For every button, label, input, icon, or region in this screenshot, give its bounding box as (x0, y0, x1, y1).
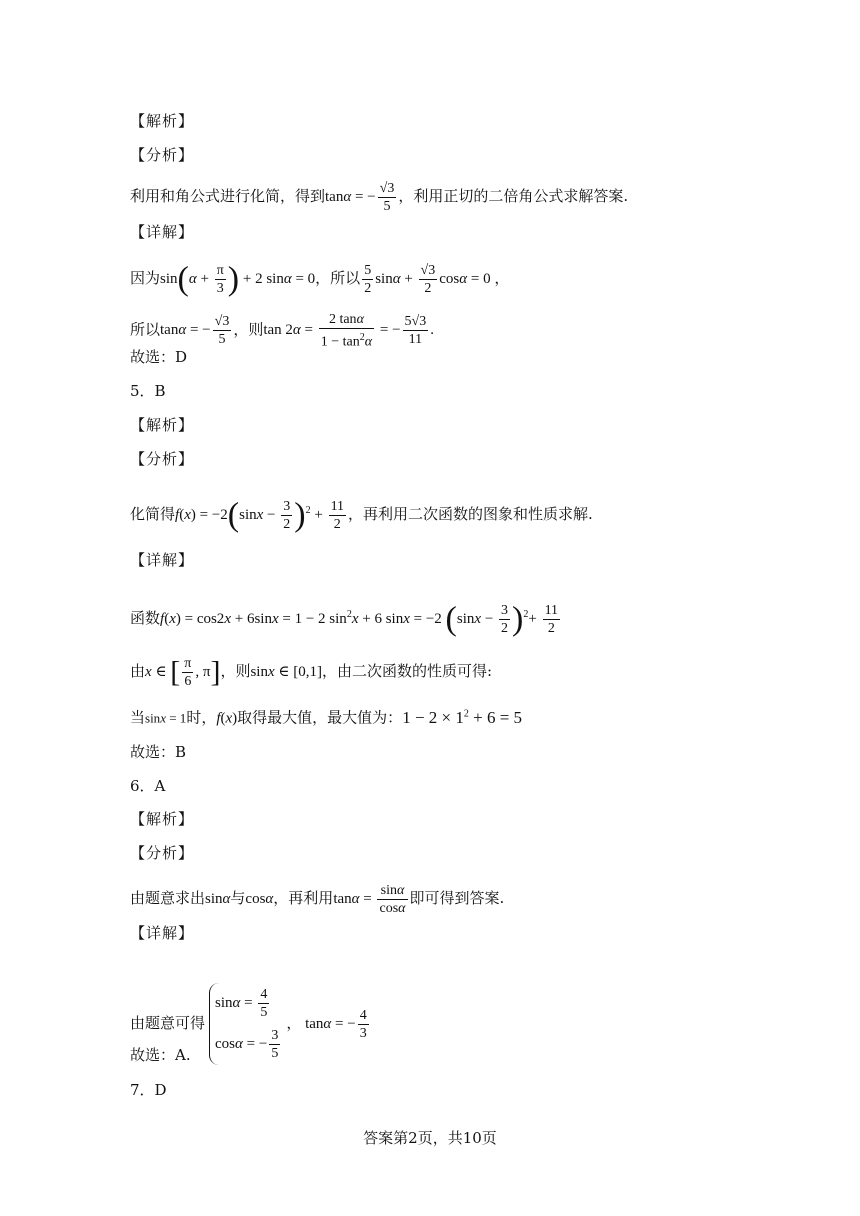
detail-label-q4: 【详解】 (130, 223, 195, 241)
q5-d3-mid2: 取得最大值，最大值为： (237, 708, 403, 727)
q5-d3-pre: 当 (130, 708, 146, 727)
q5-fenxi-formula: f(x) = −2(sinx − $\frac{3}{2}$ )$^2$ + $\frac{11}{2}$ (175, 496, 345, 534)
q6-number: 6．A (130, 777, 166, 795)
page-footer: 答案第2页，共10页 (363, 1129, 497, 1147)
q5-d1-pre: 函数 (130, 608, 161, 627)
q6-fenxi-sin: sinα (205, 890, 231, 907)
analysis-label-q5: 【解析】 (130, 416, 195, 434)
q5-d2-formula-a: x ∈ [ $\frac{\pi}{6}$ , π] (145, 655, 221, 689)
q4-detail-line1 (130, 262, 509, 297)
q4-d2-mid: ，则 (233, 320, 264, 339)
q5-fenxi-pre: 化简得 (130, 504, 176, 523)
q5-number: 5．B (130, 382, 166, 400)
analysis-label-q4: 【解析】 (130, 112, 195, 130)
q5-fenxi-text (130, 498, 593, 533)
fenxi-label-q5: 【分析】 (130, 450, 195, 468)
detail-label-q6: 【详解】 (130, 924, 195, 942)
q4-fenxi-formula: tanα = − $\frac{√3}{5}$ (325, 181, 395, 214)
detail-label-q5: 【详解】 (130, 551, 195, 569)
q5-d3-formula-b: f(x) (216, 710, 238, 727)
q4-d1-formula-b: $\frac{5}{2}$ sinα + $\frac{√3}{2}$ cosα = 0 ， (364, 263, 510, 296)
q4-answer: 故选：D (130, 348, 188, 366)
q4-fenxi-post: ，利用正切的二倍角公式求解答案. (398, 186, 629, 205)
q4-d2-formula-a: tanα = − $\frac{√3}{5}$ (160, 314, 230, 348)
q4-fenxi-text (130, 180, 628, 215)
q5-d2-post: ，由二次函数的性质可得: (322, 661, 493, 680)
q5-d2-pre: 由 (130, 661, 146, 680)
q5-d2-mid: ，则 (220, 661, 251, 680)
q7-number: 7．D (130, 1081, 167, 1099)
q6-fenxi-and: 与 (230, 888, 246, 907)
q6-fenxi-pre: 由题意求出 (130, 888, 206, 907)
q4-d1-pre: 因为 (130, 268, 161, 287)
q5-answer: 故选：B (130, 743, 187, 761)
q6-fenxi-post: 即可得到答案. (409, 888, 505, 907)
q4-d2-formula-b: tan 2α = $\frac{2 \tan\alpha}{1 - \tan^2\alpha}$ = − $\frac{5√3}{11}$ . (263, 312, 434, 350)
q4-d1-mid: ，所以 (315, 268, 361, 287)
q4-detail-line2 (130, 311, 434, 351)
q6-fenxi-mid: ，再利用 (273, 888, 334, 907)
q5-detail-line2 (130, 655, 492, 690)
q4-d2-pre: 所以 (130, 320, 161, 339)
q6-fenxi-formula: tanα = $\frac{\sin\alpha}{\cos\alpha}$ (333, 883, 406, 916)
q5-d2-formula-b: sinx ∈ [0,1] (250, 663, 322, 680)
q6-fenxi-cos: cosα (245, 890, 274, 907)
q6-equation-system: sinα = $\frac{4}{5}$ cosα = − $\frac{3}{5}$ (209, 983, 282, 1065)
q6-fenxi-text (130, 882, 504, 917)
q6-answer: 故选：A. (130, 1046, 191, 1064)
q5-d3-mid: 时， (186, 708, 217, 727)
q4-d1-formula-a: sin(α + $\frac{\pi}{3}$ ) + 2 sinα = 0 (160, 260, 316, 298)
q6-d1-pre: 由题意可得 (130, 1014, 206, 1032)
q5-detail-line1 (130, 602, 562, 637)
q5-fenxi-post: ，再利用二次函数的图象和性质求解. (348, 504, 593, 523)
q5-d3-formula-a: sinx = 1 (145, 710, 187, 726)
fenxi-label-q6: 【分析】 (130, 844, 195, 862)
q5-d1-formula: f(x) = cos2x + 6sinx = 1 − 2 $\sin^2x + 6$ sinx = −2 (sinx − $\frac{3}{2}$ )$^2$+ $\frac{11}{2}$ (160, 600, 559, 638)
q4-fenxi-pre: 利用和角公式进行化简，得到 (130, 186, 326, 205)
q6-d1-formula: ， tanα = − $\frac{4}{3}$ (286, 1008, 367, 1042)
q5-d3-formula-c: $1 - 2 \times 1^2 + 6 = 5$ (402, 707, 523, 727)
analysis-label-q6: 【解析】 (130, 810, 195, 828)
fenxi-label-q4: 【分析】 (130, 146, 195, 164)
q5-detail-line3 (130, 703, 522, 730)
